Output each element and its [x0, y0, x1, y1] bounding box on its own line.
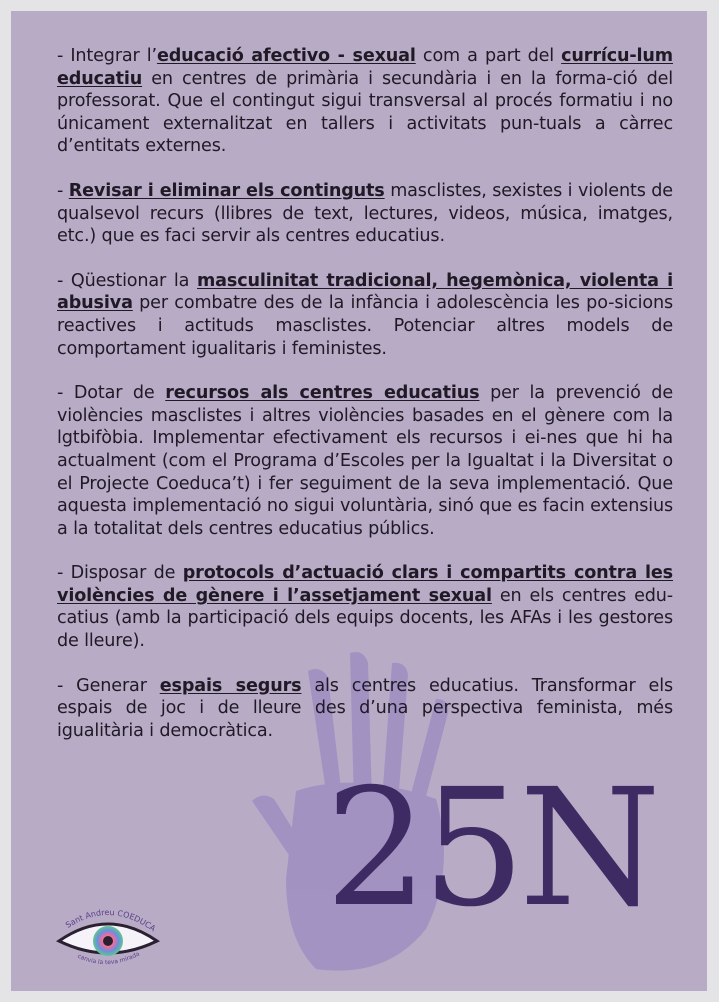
demand-paragraph-1: - Integrar l’educació afectivo - sexual com a part del currícu-lum educatiu en centres de primària i secundària i en la forma-ció del professorat. Que el contingut sigui transversal al procés formatiu i no únicament externalitzat en tallers i activitats pun-tuals a càrrec d’entitats externes. [57, 46, 673, 157]
highlight-afectivo-sexual: educació afectivo - sexual [156, 46, 416, 66]
demand-paragraph-5: - Disposar de protocols d’actuació clars i compartits contra les violències de gènere i l’assetjament sexual en els centres edu-catius (amb la participació dels equips docents, les AFAs i les gestores de lleure). [57, 563, 673, 652]
demand-paragraph-4: - Dotar de recursos als centres educatius per la prevenció de violències masclistes i altres violències basades en el gènere com la lgtbifòbia. Implementar efectivament els recursos i ei-nes que hi ha actualment (com el Programa d’Escoles per la Igualtat i la Diversitat o el Projecte Coeduca’t) i fer seguiment de la seva implementació. Que aquesta implementació no sigui voluntària, sinó que es facin extensius a la totalitat dels centres educatius públics. [57, 383, 673, 539]
demands-list [57, 45, 673, 764]
svg-text:Sant Andreu COEDUCA: Sant Andreu COEDUCA [64, 907, 158, 934]
page-title-25n: 25N [325, 755, 655, 943]
demand-paragraph-3: - Qüestionar la masculinitat tradicional, hegemònica, violenta i abusiva per combatre des de la infància i adolescència les po-sicions reactives i actituds masclistes. Potenciar altres models de comportament igualitaris i feministes. [57, 270, 673, 359]
svg-text:canvia la teva mirada: canvia la teva mirada [76, 950, 141, 967]
eye-icon [53, 899, 163, 979]
demand-paragraph-6: - Generar espais segurs als centres educatius. Transformar els espais de joc i de lleure des d’una perspectiva feminista, més igualitària i democràtica. [57, 675, 673, 741]
coeduca-logo [53, 899, 163, 979]
highlight-masculinitat: masculinitat tradicional, hegemònica, violenta i abusiva [57, 270, 673, 314]
highlight-recursos: recursos als centres educatius [165, 383, 480, 404]
demand-paragraph-2: - Revisar i eliminar els continguts masclistes, sexistes i violents de qualsevol recurs (llibres de text, lectures, videos, música, imatges, etc.) que es faci servir als centres educatius. [57, 180, 673, 247]
highlight-protocols: protocols d’actuació clars i compartits contra les violències de gènere i l’assetjament sexual [57, 563, 673, 606]
highlight-revisar: Revisar i eliminar els continguts [68, 180, 385, 201]
poster-page [11, 11, 707, 991]
highlight-curriculum: currícu-lum educatiu [57, 46, 673, 89]
highlight-espais-segurs: espais segurs [159, 675, 302, 696]
